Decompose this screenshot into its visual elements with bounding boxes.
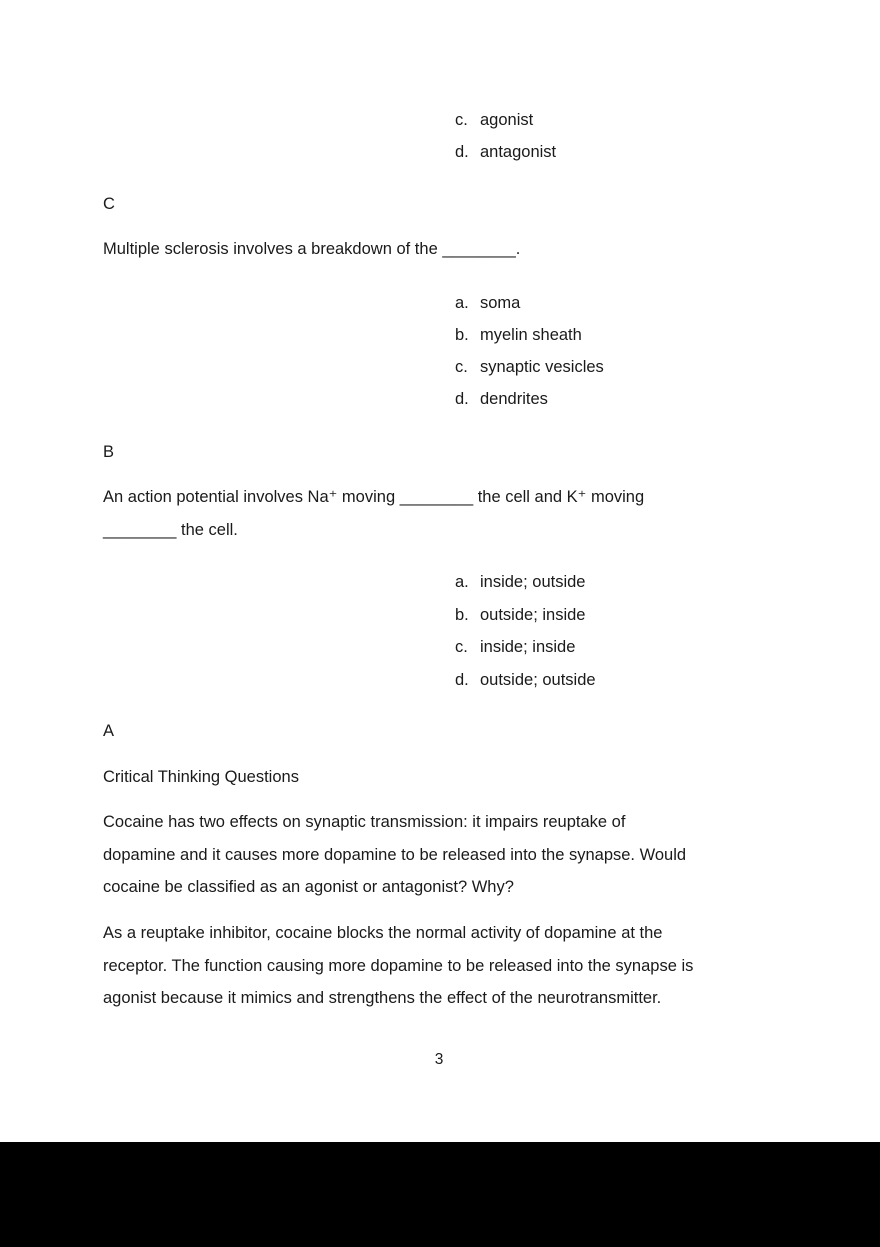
option-letter: d. xyxy=(455,390,469,408)
option-letter: d. xyxy=(455,670,469,689)
question-action-potential xyxy=(103,481,644,546)
carryover-options-list xyxy=(455,104,556,168)
question-line: An action potential involves Na⁺ moving ________ the cell and K⁺ moving xyxy=(103,488,645,506)
option-label: antagonist xyxy=(480,143,557,161)
option-row xyxy=(455,383,604,415)
question-line: ________ the cell. xyxy=(103,520,238,539)
option-label: outside; outside xyxy=(480,670,596,689)
section-heading: Critical Thinking Questions xyxy=(103,768,299,786)
paragraph-line: receptor. The function causing more dopamine to be released into the synapse is xyxy=(103,956,694,975)
paragraph-line: As a reuptake inhibitor, cocaine blocks the normal activity of dopamine at the xyxy=(103,924,663,942)
option-letter: c. xyxy=(455,358,468,376)
option-label: dendrites xyxy=(480,390,548,408)
option-row xyxy=(455,136,556,168)
answer-letter-action-potential-question: A xyxy=(103,722,115,740)
option-row xyxy=(455,351,604,383)
option-label: myelin sheath xyxy=(480,326,582,344)
paragraph-line: agonist because it mimics and strengthens the effect of the neurotransmitter. xyxy=(103,989,662,1007)
question-multiple-sclerosis: Multiple sclerosis involves a breakdown of the ________. xyxy=(103,240,521,258)
option-letter: c. xyxy=(455,638,468,656)
question-cocaine xyxy=(103,806,686,904)
option-letter: d. xyxy=(455,143,469,161)
option-row xyxy=(455,631,596,664)
option-label: outside; inside xyxy=(480,605,586,624)
option-row xyxy=(455,319,604,351)
paragraph-line: cocaine be classified as an agonist or antagonist? Why? xyxy=(103,878,514,896)
option-letter: a. xyxy=(455,294,469,312)
ms-question-options-list xyxy=(455,287,604,415)
option-label: synaptic vesicles xyxy=(480,358,604,376)
action-potential-options-list xyxy=(455,566,596,696)
paragraph-line: dopamine and it causes more dopamine to be released into the synapse. Would xyxy=(103,845,687,864)
option-label: inside; outside xyxy=(480,573,586,591)
page-end-black-bar xyxy=(0,1142,880,1247)
option-row xyxy=(455,287,604,319)
option-row xyxy=(455,664,596,697)
option-row xyxy=(455,599,596,632)
page-number: 3 xyxy=(434,1051,444,1068)
paragraph-line: Cocaine has two effects on synaptic transmission: it impairs reuptake of xyxy=(103,813,626,831)
answer-letter-agonist-question: C xyxy=(103,195,115,213)
option-label: soma xyxy=(480,294,521,312)
option-label: agonist xyxy=(480,111,534,129)
option-letter: a. xyxy=(455,573,469,591)
option-row xyxy=(455,104,556,136)
answer-letter-ms-question: B xyxy=(103,443,115,461)
option-row xyxy=(455,566,596,599)
answer-cocaine xyxy=(103,917,693,1015)
option-letter: c. xyxy=(455,111,468,129)
option-letter: b. xyxy=(455,326,469,344)
option-label: inside; inside xyxy=(480,638,576,656)
option-letter: b. xyxy=(455,605,469,624)
